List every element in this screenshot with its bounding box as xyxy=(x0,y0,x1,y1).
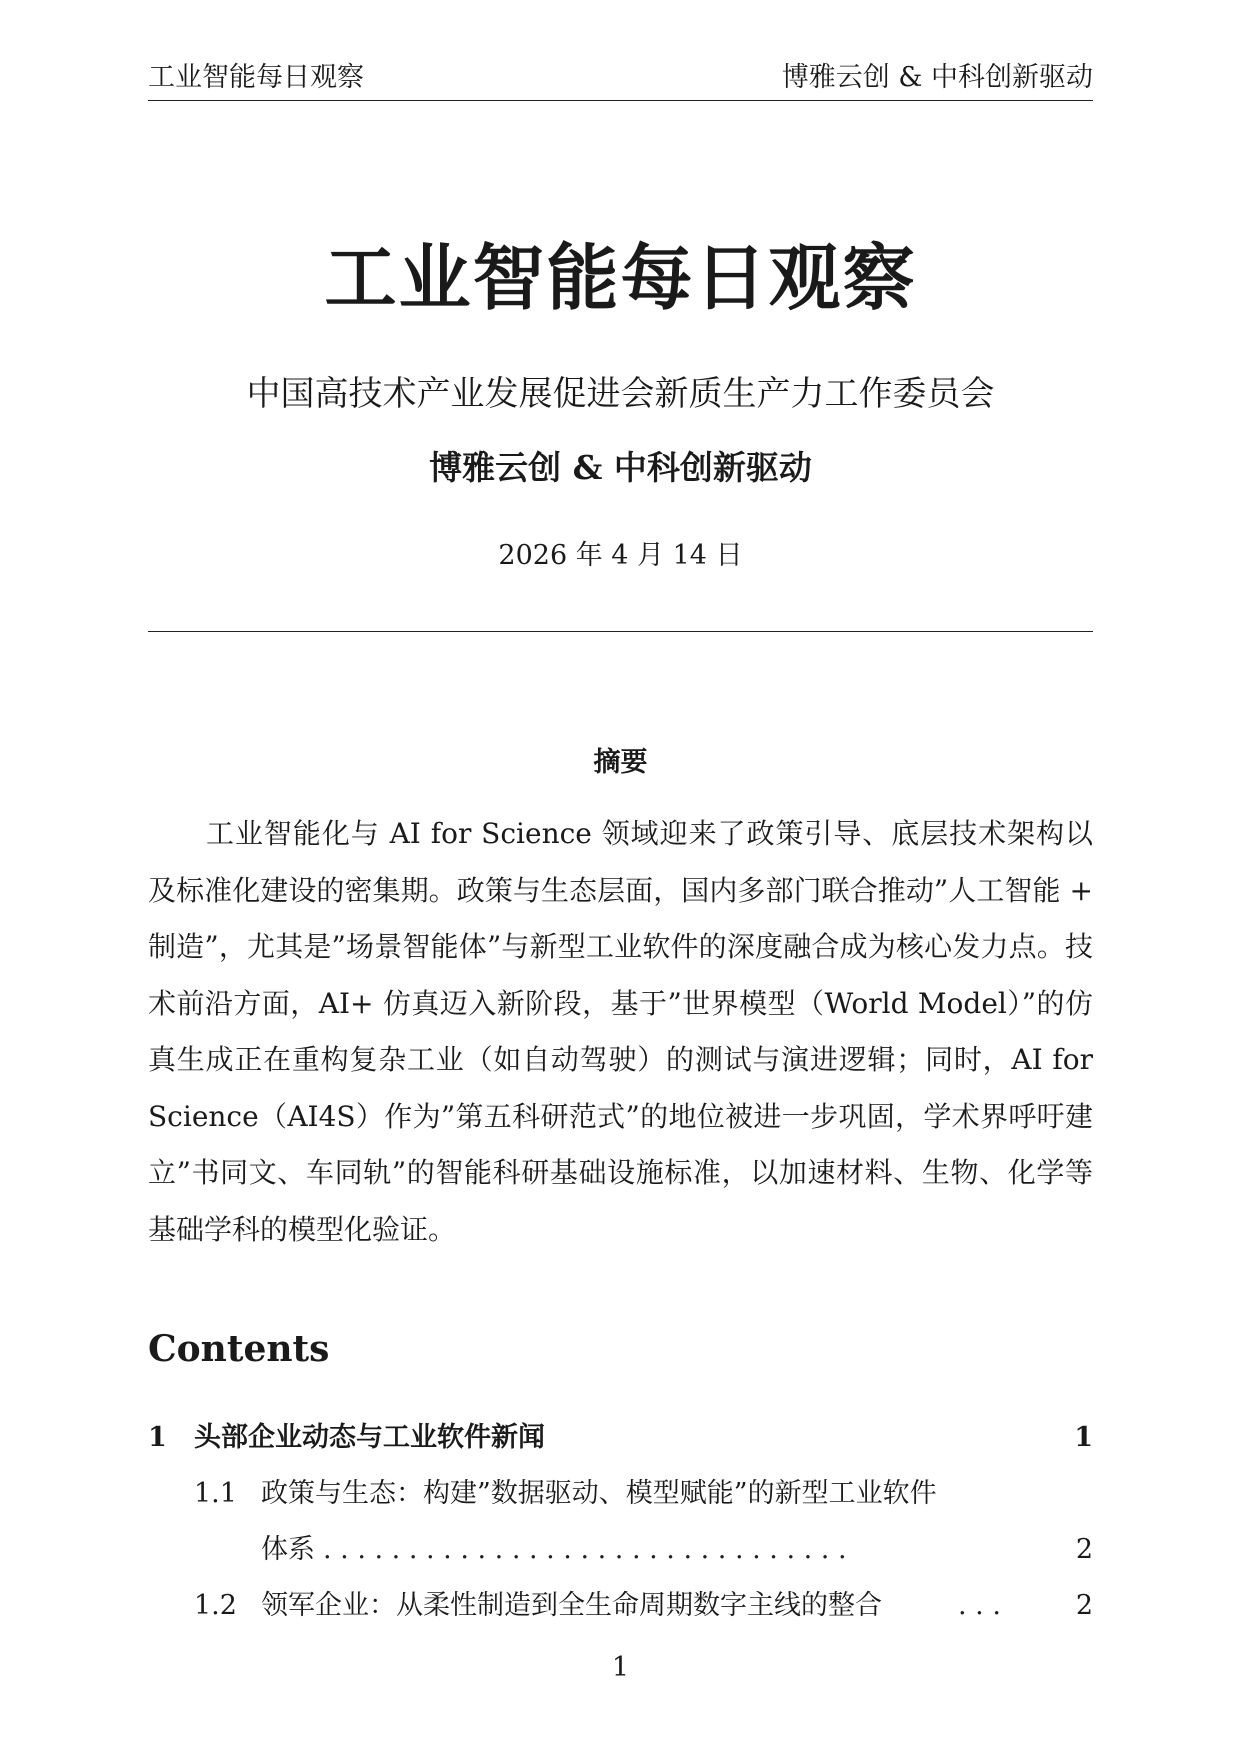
page-number: 1 xyxy=(611,1652,630,1683)
toc-entry-title: 政策与生态：构建”数据驱动、模型赋能”的新型工业软件 xyxy=(261,1478,937,1509)
toc-entry-number: 1.2 xyxy=(194,1590,237,1621)
toc-entry-page: 2 xyxy=(1075,1534,1093,1565)
contents-heading: Contents xyxy=(148,1328,330,1370)
toc-entry-title: 头部企业动态与工业软件新闻 xyxy=(194,1422,545,1453)
toc-entry-number: 1 xyxy=(148,1422,167,1453)
date: 2026 年 4 月 14 日 xyxy=(498,540,743,571)
toc-entry-section-1[interactable] xyxy=(148,1410,1093,1466)
abstract-body: 工业智能化与 AI for Science 领域迎来了政策引导、底层技术架构以及标准化建设的密集期。政策与生态层面，国内多部门联合推动”人工智能 + 制造”，尤其是”场景智能体”与新型工业软件的深度融合成为核心发力点。技术前沿方面，AI+ 仿真迈入新阶段，基于”世界模型（World Model）”的仿真生成正在重构复杂工业（如自动驾驶）的测试与演进逻辑；同时，AI for Science（AI4S）作为”第五科研范式”的地位被进一步巩固，学术界呼吁建立”书同文、车同轨”的智能科研基础设施标准，以加速材料、生物、化学等基础学科的模型化验证。 xyxy=(148,817,1093,1246)
toc-entry-1-2[interactable] xyxy=(148,1578,1093,1634)
running-header xyxy=(148,62,1093,101)
authors: 博雅云创 & 中科创新驱动 xyxy=(429,448,812,487)
toc-dot-leader: . . . xyxy=(958,1590,1001,1621)
title-divider xyxy=(148,631,1093,632)
running-header-left: 工业智能每日观察 xyxy=(148,62,364,93)
document-title: 工业智能每日观察 xyxy=(324,235,917,320)
toc-dot-leader: . . . . . . . . . . . . . . . . . . . . . . . . . . . . . . . xyxy=(323,1534,847,1565)
table-of-contents xyxy=(148,1410,1093,1634)
toc-entry-1-1[interactable] xyxy=(148,1466,1093,1522)
toc-entry-title-continued: 体系 xyxy=(261,1534,315,1565)
organization: 中国高技术产业发展促进会新质生产力工作委员会 xyxy=(246,374,995,414)
toc-entry-number: 1.1 xyxy=(194,1478,237,1509)
toc-entry-page: 1 xyxy=(1074,1422,1093,1453)
toc-entry-page: 2 xyxy=(1075,1590,1093,1621)
toc-entry-1-1-continued[interactable] xyxy=(148,1522,1093,1578)
running-header-right: 博雅云创 & 中科创新驱动 xyxy=(781,62,1093,93)
toc-entry-title: 领军企业：从柔性制造到全生命周期数字主线的整合 xyxy=(261,1590,882,1621)
abstract-heading: 摘要 xyxy=(593,747,648,778)
